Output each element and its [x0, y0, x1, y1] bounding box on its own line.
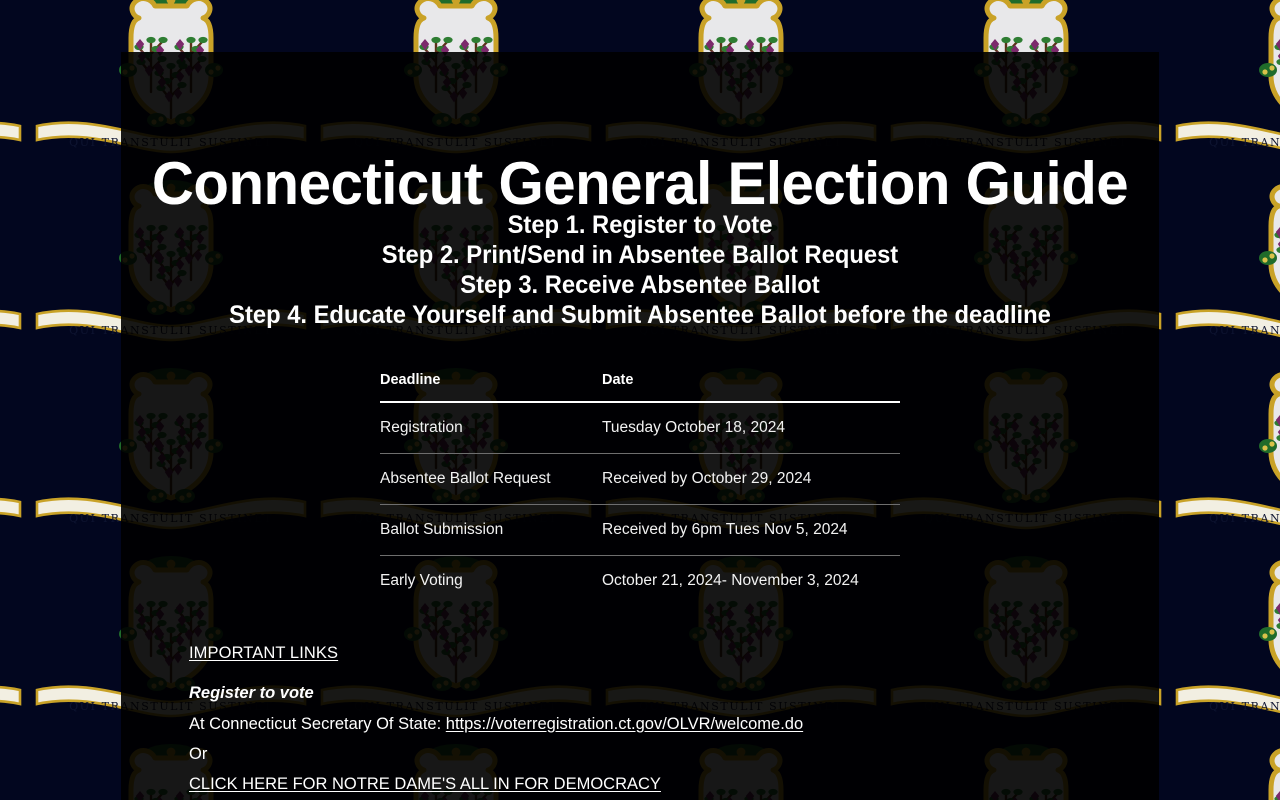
step-item-1: Step 1. Register to Vote	[507, 211, 773, 239]
steps-list	[121, 210, 1159, 330]
register-to-vote-subheading: Register to vote	[189, 684, 314, 702]
deadlines-table	[380, 372, 900, 606]
step-item-4: Step 4. Educate Yourself and Submit Absentee Ballot before the deadline	[229, 301, 1051, 329]
cell-date: Received by 6pm Tues Nov 5, 2024	[602, 505, 900, 556]
content-panel	[121, 52, 1159, 800]
important-links-heading: IMPORTANT LINKS	[189, 644, 339, 662]
important-links-section	[189, 644, 803, 800]
table-header-row	[380, 372, 900, 402]
cell-date: Received by October 29, 2024	[602, 454, 900, 505]
column-header-date: Date	[602, 372, 900, 402]
secretary-of-state-label: At Connecticut Secretary Of State:	[189, 715, 446, 733]
step-item-3: Step 3. Receive Absentee Ballot	[460, 271, 820, 299]
secretary-of-state-line	[189, 715, 803, 734]
table-row	[380, 402, 900, 454]
table-row	[380, 454, 900, 505]
cell-deadline: Absentee Ballot Request	[380, 454, 602, 505]
voter-registration-link[interactable]: https://voterregistration.ct.gov/OLVR/welcome.do	[445, 715, 804, 733]
cell-date: October 21, 2024- November 3, 2024	[602, 572, 859, 589]
cell-date: Tuesday October 18, 2024	[602, 402, 900, 454]
table-row	[380, 556, 900, 607]
or-text: Or	[189, 745, 208, 763]
cell-deadline: Registration	[380, 402, 602, 454]
column-header-deadline: Deadline	[380, 372, 602, 402]
step-item-2: Step 2. Print/Send in Absentee Ballot Request	[381, 241, 899, 269]
page-title: Connecticut General Election Guide	[151, 150, 1129, 218]
notre-dame-all-in-for-democracy-link[interactable]: CLICK HERE FOR NOTRE DAME'S ALL IN FOR DEMOCRACY	[189, 775, 661, 793]
cell-deadline: Ballot Submission	[380, 505, 602, 556]
table-row	[380, 505, 900, 556]
cell-deadline: Early Voting	[380, 572, 463, 589]
notre-dame-link-line	[189, 775, 803, 794]
